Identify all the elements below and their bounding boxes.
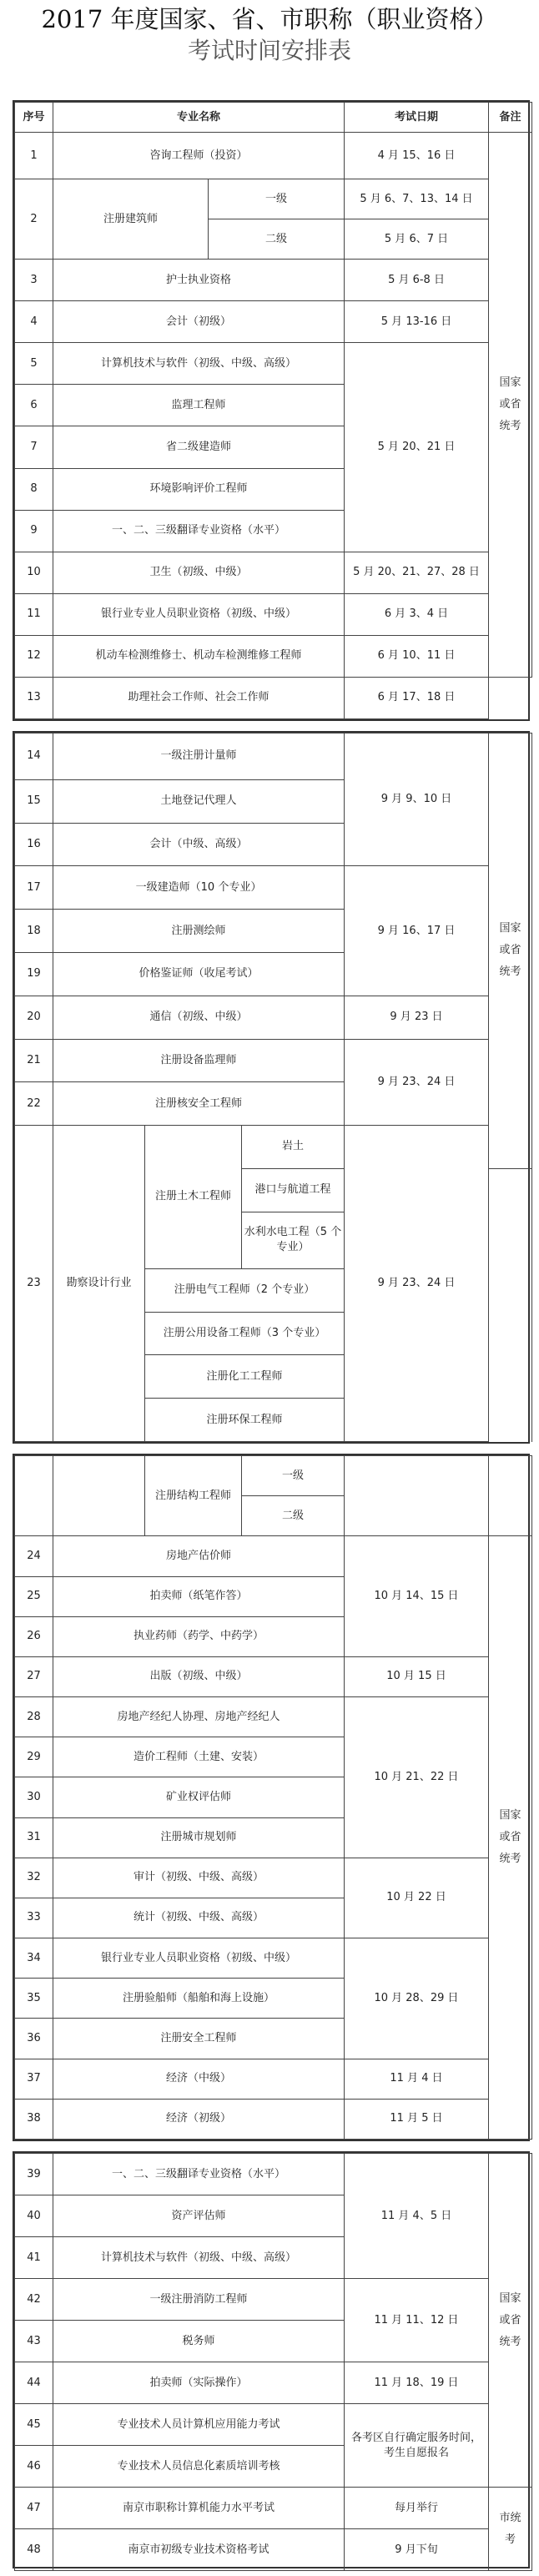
civil-engineer: 注册土木工程师 (145, 1126, 242, 1269)
row-name: 银行业专业人员职业资格（初级、中级） (53, 1938, 345, 1979)
row-name: 助理社会工作师、社会工作师 (53, 677, 345, 718)
note-national: 国家 或省 统考 (489, 1536, 532, 2140)
row-date: 5 月 6、7、13、14 日 (345, 179, 489, 219)
row-no: 40 (15, 2195, 53, 2237)
row-no: 21 (15, 1039, 53, 1082)
header-note: 备注 (489, 103, 532, 133)
row-date: 10 月 21、22 日 (345, 1697, 489, 1858)
title-line-1: 2017 年度国家、省、市职称（职业资格） (41, 5, 498, 33)
row-name: 统计（初级、中级、高级） (53, 1898, 345, 1938)
row-name: 勘察设计行业 (53, 1126, 145, 1442)
row-name: 一、二、三级翻译专业资格（水平） (53, 2154, 345, 2195)
row-no: 12 (15, 635, 53, 677)
row-no: 13 (15, 677, 53, 718)
row-no: 11 (15, 593, 53, 635)
row-no: 44 (15, 2362, 53, 2404)
row-no: 23 (15, 1126, 53, 1442)
title-line-2: 考试时间安排表 (187, 37, 351, 64)
row-no: 30 (15, 1777, 53, 1817)
header-no: 序号 (15, 103, 53, 133)
row-no: 18 (15, 910, 53, 953)
row-date: 各考区自行确定服务时间，考生自愿报名 (345, 2404, 489, 2488)
row-no: 46 (15, 2446, 53, 2488)
row-name: 一级注册计量师 (53, 733, 345, 780)
row-no: 41 (15, 2237, 53, 2279)
row-no: 27 (15, 1656, 53, 1696)
row-no: 3 (15, 260, 53, 301)
row-name: 南京市职称计算机能力水平考试 (53, 2488, 345, 2529)
row-name: 土地登记代理人 (53, 779, 345, 823)
row-name: 拍卖师（纸笔作答） (53, 1576, 345, 1616)
row-name: 一、二、三级翻译专业资格（水平） (53, 510, 345, 552)
row-no: 22 (15, 1082, 53, 1126)
row-level: 一级 (209, 179, 345, 219)
row-no: 10 (15, 552, 53, 593)
row-no: 48 (15, 2529, 53, 2571)
row-no: 29 (15, 1737, 53, 1777)
row-date: 6 月 10、11 日 (345, 635, 489, 677)
civil-sub: 水利水电工程（5 个专业） (242, 1212, 345, 1268)
civil-sub: 岩土 (242, 1126, 345, 1169)
row-name: 南京市初级专业技术资格考试 (53, 2529, 345, 2571)
row-name: 专业技术人员计算机应用能力考试 (53, 2404, 345, 2446)
note-national: 国家 或省 统考 (489, 133, 532, 678)
row-name: 会计（中级、高级） (53, 823, 345, 866)
row-date: 11 月 5 日 (345, 2099, 489, 2139)
row-name: 一级建造师（10 个专业） (53, 866, 345, 910)
row-name: 通信（初级、中级） (53, 996, 345, 1039)
row-name: 注册安全工程师 (53, 2019, 345, 2059)
row-date: 9 月 23、24 日 (345, 1039, 489, 1126)
row-level: 二级 (209, 219, 345, 260)
row-date: 9 月下旬 (345, 2529, 489, 2571)
row-name: 注册验船师（船舶和海上设施） (53, 1979, 345, 2019)
row-no: 1 (15, 133, 53, 179)
row-date: 10 月 14、15 日 (345, 1536, 489, 1657)
row-no: 9 (15, 510, 53, 552)
row-no: 15 (15, 779, 53, 823)
sub-profession: 注册公用设备工程师（3 个专业） (145, 1312, 345, 1355)
row-name: 注册设备监理师 (53, 1039, 345, 1082)
header-date: 考试日期 (345, 103, 489, 133)
row-name: 卫生（初级、中级） (53, 552, 345, 593)
row-no: 31 (15, 1817, 53, 1858)
row-no: 38 (15, 2099, 53, 2139)
structural-engineer: 注册结构工程师 (145, 1456, 242, 1536)
row-date: 9 月 23 日 (345, 996, 489, 1039)
row-name: 银行业专业人员职业资格（初级、中级） (53, 593, 345, 635)
row-no: 32 (15, 1858, 53, 1898)
row-date: 6 月 17、18 日 (345, 677, 489, 718)
row-name: 机动车检测维修士、机动车检测维修工程师 (53, 635, 345, 677)
row-name: 房地产估价师 (53, 1536, 345, 1576)
page-title (0, 0, 539, 67)
row-name: 经济（中级） (53, 2059, 345, 2099)
row-no: 33 (15, 1898, 53, 1938)
row-no: 5 (15, 343, 53, 385)
row-date: 5 月 20、21 日 (345, 343, 489, 552)
row-no: 2 (15, 179, 53, 260)
row-date: 6 月 3、4 日 (345, 593, 489, 635)
row-name: 注册核安全工程师 (53, 1082, 345, 1126)
row-name: 省二级建造师 (53, 426, 345, 468)
sub-profession: 注册电气工程师（2 个专业） (145, 1268, 345, 1312)
row-no: 14 (15, 733, 53, 780)
row-date: 9 月 16、17 日 (345, 866, 489, 996)
note-national: 国家 或省 统考 (489, 733, 532, 1169)
schedule-table-part-4 (13, 2151, 530, 2568)
row-no: 35 (15, 1979, 53, 2019)
row-date: 11 月 18、19 日 (345, 2362, 489, 2404)
row-name: 矿业权评估师 (53, 1777, 345, 1817)
row-name: 咨询工程师（投资） (53, 133, 345, 179)
row-date: 5 月 6-8 日 (345, 260, 489, 301)
row-date: 10 月 28、29 日 (345, 1938, 489, 2059)
row-no: 25 (15, 1576, 53, 1616)
row-no: 19 (15, 952, 53, 996)
row-no: 34 (15, 1938, 53, 1979)
row-name: 环境影响评价工程师 (53, 468, 345, 510)
row-level: 二级 (242, 1496, 345, 1536)
row-date: 9 月 9、10 日 (345, 733, 489, 866)
header-name: 专业名称 (53, 103, 345, 133)
row-date: 5 月 6、7 日 (345, 219, 489, 260)
row-name: 注册测绘师 (53, 910, 345, 953)
row-no: 7 (15, 426, 53, 468)
note-city: 市统 考 (489, 2488, 532, 2571)
row-date: 9 月 23、24 日 (345, 1126, 489, 1442)
row-no: 42 (15, 2279, 53, 2321)
row-no: 20 (15, 996, 53, 1039)
row-name: 资产评估师 (53, 2195, 345, 2237)
row-date: 11 月 4、5 日 (345, 2154, 489, 2279)
row-date: 5 月 13-16 日 (345, 301, 489, 343)
row-name: 价格鉴证师（收尾考试） (53, 952, 345, 996)
row-name: 注册城市规划师 (53, 1817, 345, 1858)
row-date: 10 月 22 日 (345, 1858, 489, 1938)
civil-sub: 港口与航道工程 (242, 1168, 345, 1212)
schedule-table-part-1 (13, 100, 530, 721)
row-name: 监理工程师 (53, 385, 345, 426)
schedule-table-part-2 (13, 731, 530, 1444)
row-no: 17 (15, 866, 53, 910)
note-national: 国家 或省 统考 (489, 2154, 532, 2488)
row-no: 43 (15, 2321, 53, 2362)
row-name: 出版（初级、中级） (53, 1656, 345, 1696)
row-name: 计算机技术与软件（初级、中级、高级） (53, 2237, 345, 2279)
row-no: 37 (15, 2059, 53, 2099)
row-no: 47 (15, 2488, 53, 2529)
row-no: 36 (15, 2019, 53, 2059)
row-date: 11 月 11、12 日 (345, 2279, 489, 2362)
row-name: 一级注册消防工程师 (53, 2279, 345, 2321)
row-date: 11 月 4 日 (345, 2059, 489, 2099)
row-name: 税务师 (53, 2321, 345, 2362)
row-no: 24 (15, 1536, 53, 1576)
schedule-table-part-3 (13, 1454, 530, 2141)
row-no (15, 1456, 53, 1536)
row-level: 一级 (242, 1456, 345, 1496)
row-date: 5 月 20、21、27、28 日 (345, 552, 489, 593)
row-name: 计算机技术与软件（初级、中级、高级） (53, 343, 345, 385)
row-no: 39 (15, 2154, 53, 2195)
row-date: 10 月 15 日 (345, 1656, 489, 1696)
row-date: 4 月 15、16 日 (345, 133, 489, 179)
row-name: 执业药师（药学、中药学） (53, 1616, 345, 1656)
row-no: 26 (15, 1616, 53, 1656)
row-name: 专业技术人员信息化素质培训考核 (53, 2446, 345, 2488)
row-name: 经济（初级） (53, 2099, 345, 2139)
row-no: 45 (15, 2404, 53, 2446)
row-name: 拍卖师（实际操作） (53, 2362, 345, 2404)
row-no: 4 (15, 301, 53, 343)
row-no: 16 (15, 823, 53, 866)
row-name: 造价工程师（土建、安装） (53, 1737, 345, 1777)
sub-profession: 注册环保工程师 (145, 1399, 345, 1442)
row-name: 房地产经纪人协理、房地产经纪人 (53, 1697, 345, 1737)
row-name: 审计（初级、中级、高级） (53, 1858, 345, 1898)
row-name: 护士执业资格 (53, 260, 345, 301)
row-no: 6 (15, 385, 53, 426)
row-no: 8 (15, 468, 53, 510)
row-date: 每月举行 (345, 2488, 489, 2529)
row-name: 注册建筑师 (53, 179, 209, 260)
row-no: 28 (15, 1697, 53, 1737)
sub-profession: 注册化工工程师 (145, 1355, 345, 1399)
row-name: 会计（初级） (53, 301, 345, 343)
